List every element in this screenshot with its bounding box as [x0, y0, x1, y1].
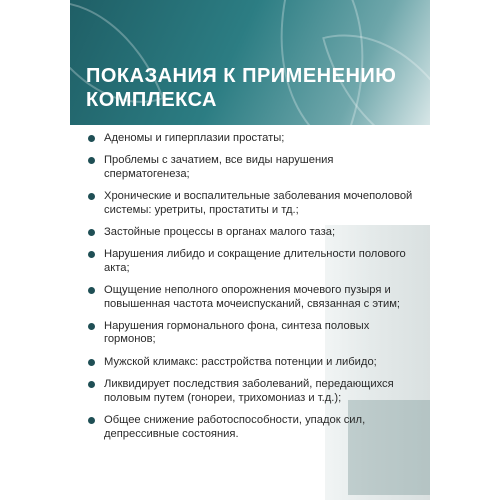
bullet-icon [88, 193, 95, 200]
list-item [88, 154, 418, 181]
list-item [88, 248, 418, 275]
list-item-text: Мужской климакс: расстройства потенции и либидо; [104, 355, 377, 368]
bullet-icon [88, 251, 95, 258]
indications-list [88, 132, 418, 441]
title-line-1: ПОКАЗАНИЯ К ПРИМЕНЕНИЮ [86, 65, 397, 87]
bullet-icon [88, 417, 95, 424]
list-item-text: Ощущение неполного опорожнения мочевого пузыря и повышенная частота мочеиспусканий, связанная с этим; [104, 284, 400, 310]
bullet-icon [88, 359, 95, 366]
bullet-icon [88, 157, 95, 164]
list-item [88, 356, 418, 369]
list-item [88, 226, 418, 239]
list-item-text: Нарушения либидо и сокращение длительности полового акта; [104, 248, 406, 274]
list-item-text: Хронические и воспалительные заболевания мочеполовой системы: уретриты, простатиты и тд.; [104, 190, 413, 216]
list-item-text: Застойные процессы в органах малого таза; [104, 226, 336, 239]
list-item-text: Ликвидирует последствия заболеваний, передающихся половым путем (гонореи, трихомониаз и т.д.); [104, 378, 394, 404]
bullet-icon [88, 287, 95, 294]
list-item-text: Аденомы и гиперплазии простаты; [104, 132, 285, 144]
bullet-icon [88, 229, 95, 236]
list-item-text: Общее снижение работоспособности, упадок сил, депрессивные состояния. [104, 414, 366, 440]
list-item [88, 284, 418, 311]
list-item-text: Нарушения гормонального фона, синтеза половых гормонов; [104, 320, 370, 346]
list-item [88, 414, 418, 441]
list-item [88, 132, 418, 145]
list-item [88, 378, 418, 405]
bullet-icon [88, 323, 95, 330]
indications-card [70, 0, 430, 500]
title-line-2: КОМПЛЕКСА [86, 89, 218, 111]
bullet-icon [88, 135, 95, 142]
list-item [88, 320, 418, 347]
list-item-text: Проблемы с зачатием, все виды нарушения сперматогенеза; [104, 154, 334, 180]
page-title [86, 64, 396, 112]
list-item [88, 190, 418, 217]
header-banner [70, 0, 430, 125]
bullet-icon [88, 381, 95, 388]
